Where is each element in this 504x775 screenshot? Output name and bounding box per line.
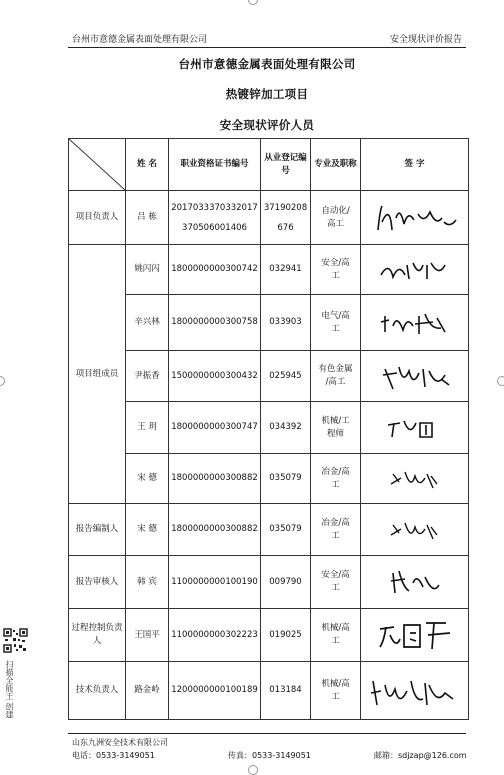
title-cell: 安全/高 工 (311, 556, 361, 609)
table-row (69, 245, 469, 295)
table-row (69, 295, 469, 351)
scan-edge-mark (497, 376, 504, 386)
reg-cell: 025945 (261, 351, 311, 402)
role-cell: 报告编制人 (69, 504, 126, 556)
name-cell: 吕 栋 (126, 191, 169, 245)
signature-image (385, 515, 445, 545)
signature-image (385, 565, 445, 599)
scanner-watermark-text: 扫描全能王 创建 (5, 660, 14, 719)
cert-cell: 1800000000300758 (169, 295, 261, 351)
name-cell: 宋 德 (126, 454, 169, 504)
qr-code-icon (3, 628, 28, 653)
name-cell: 宋 德 (126, 504, 169, 556)
role-cell: 项目组成员 (69, 245, 126, 504)
reg-cell: 032941 (261, 245, 311, 295)
footer-email: 邮箱：sdjzap@126.com (374, 751, 467, 760)
cert-cell: 1800000000300747 (169, 402, 261, 454)
name-cell: 王 玥 (126, 402, 169, 454)
signature-image (367, 671, 463, 711)
cert-cell: 1500000000300432 (169, 351, 261, 402)
name-cell: 姚闪闪 (126, 245, 169, 295)
table-row (69, 351, 469, 402)
signature-cell (361, 662, 469, 720)
header-report-type: 安全现状评价报告 (389, 35, 462, 45)
signature-cell (361, 191, 469, 245)
scan-edge-mark (248, 0, 258, 5)
cert-cell: 2017033370332017 370506001406 (169, 191, 261, 245)
title-cell: 电气/高 工 (311, 295, 361, 351)
table-header-row (69, 139, 469, 191)
reg-cell: 013184 (261, 662, 311, 720)
footer-fax: 传真：0533-3149051 (228, 751, 311, 760)
signature-cell (361, 504, 469, 556)
signature-image (375, 359, 455, 393)
signature-cell (361, 556, 469, 609)
title-cell: 安全/高 工 (311, 245, 361, 295)
reg-cell: 034392 (261, 402, 311, 454)
signature-cell (361, 609, 469, 662)
name-cell: 尹振香 (126, 351, 169, 402)
signature-cell (361, 295, 469, 351)
reg-cell: 035079 (261, 504, 311, 556)
col-header-title: 专业及职称 (311, 139, 361, 191)
name-cell: 辛兴林 (126, 295, 169, 351)
col-header-signature: 签 字 (361, 139, 469, 191)
header-rule (68, 47, 466, 48)
title-cell: 冶金/高 工 (311, 454, 361, 504)
table-row (69, 609, 469, 662)
table-row (69, 504, 469, 556)
footer-phone: 电话：0533-3149051 (72, 751, 155, 760)
doc-title-section: 安全现状评价人员 (219, 118, 315, 132)
cert-cell: 1100000000302223 (169, 609, 261, 662)
name-cell: 王国平 (126, 609, 169, 662)
role-cell: 技术负责人 (69, 662, 126, 720)
name-cell: 韩 宾 (126, 556, 169, 609)
running-header (68, 33, 466, 47)
title-cell: 机械/高 工 (311, 662, 361, 720)
title-cell: 机械/工 程师 (311, 402, 361, 454)
staff-table (68, 138, 469, 720)
signature-image (370, 615, 460, 655)
doc-title-project: 热镀锌加工项目 (225, 87, 309, 101)
title-cell: 有色金属 /高工 (311, 351, 361, 402)
table-row (69, 402, 469, 454)
signature-image (375, 308, 455, 338)
table-row (69, 454, 469, 504)
signature-image (385, 464, 445, 494)
signature-cell (361, 454, 469, 504)
doc-title-company: 台州市意德金属表面处理有限公司 (178, 57, 356, 71)
signature-image (380, 413, 450, 443)
reg-cell: 033903 (261, 295, 311, 351)
table-row (69, 556, 469, 609)
title-cell: 机械/高 工 (311, 609, 361, 662)
cert-cell: 1800000000300742 (169, 245, 261, 295)
cert-cell: 1200000000100189 (169, 662, 261, 720)
diagonal-corner-cell (69, 139, 126, 191)
cert-cell: 1800000000300882 (169, 504, 261, 556)
footer-company: 山东九洲安全技术有限公司 (72, 738, 168, 747)
reg-cell: 035079 (261, 454, 311, 504)
signature-cell (361, 351, 469, 402)
signature-cell (361, 245, 469, 295)
role-cell: 过程控制负责人 (69, 609, 126, 662)
cert-cell: 1100000000100190 (169, 556, 261, 609)
signature-image (375, 255, 455, 285)
signature-cell (361, 402, 469, 454)
table-row (69, 662, 469, 720)
table-row (69, 191, 469, 245)
title-cell: 冶金/高 工 (311, 504, 361, 556)
col-header-name: 姓 名 (126, 139, 169, 191)
name-cell: 路金岭 (126, 662, 169, 720)
reg-cell: 009790 (261, 556, 311, 609)
reg-cell: 019025 (261, 609, 311, 662)
footer-rule (68, 733, 466, 734)
role-cell: 项目负责人 (69, 191, 126, 245)
col-header-cert: 职业资格证书编号 (169, 139, 261, 191)
scan-edge-mark (248, 765, 258, 775)
header-company: 台州市意德金属表面处理有限公司 (72, 35, 208, 45)
col-header-reg: 从业登记编号 (261, 139, 311, 191)
scan-edge-mark (0, 376, 5, 386)
cert-cell: 1800000000300882 (169, 454, 261, 504)
signature-image (370, 200, 460, 236)
role-cell: 报告审核人 (69, 556, 126, 609)
reg-cell: 37190208 676 (261, 191, 311, 245)
title-cell: 自动化/ 高工 (311, 191, 361, 245)
